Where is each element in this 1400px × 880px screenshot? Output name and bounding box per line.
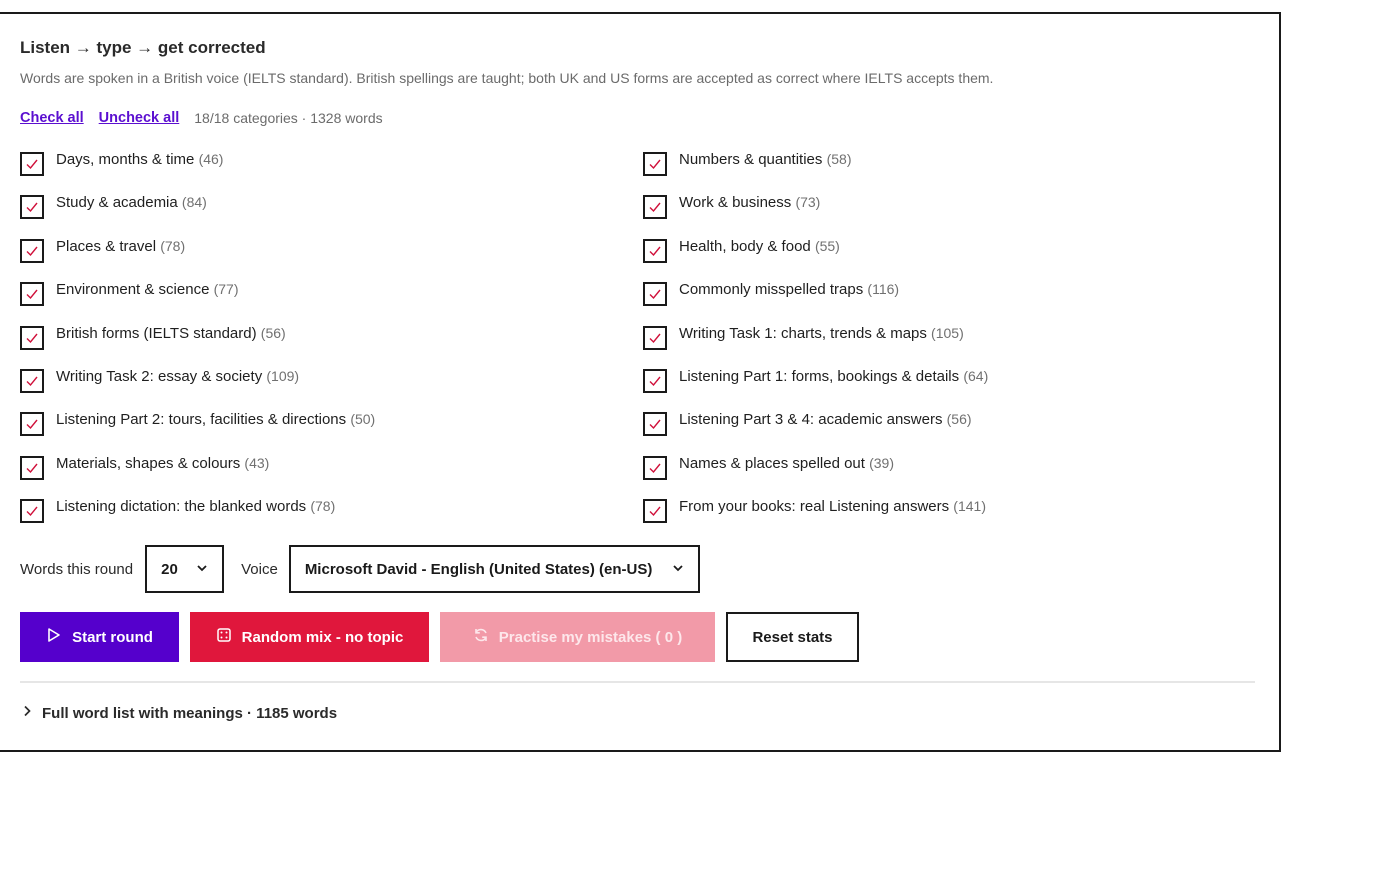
category-checkbox[interactable] xyxy=(643,499,667,523)
selection-summary: 18/18 categories · 1328 words xyxy=(194,110,383,126)
category-item[interactable] xyxy=(20,237,643,280)
chevron-down-icon xyxy=(196,561,208,578)
category-count: (84) xyxy=(181,194,207,211)
category-count: (73) xyxy=(795,194,821,211)
check-icon xyxy=(648,287,662,301)
category-checkbox[interactable] xyxy=(643,282,667,306)
practice-panel xyxy=(0,12,1281,752)
practise-mistakes-label: Practise my mistakes ( 0 ) xyxy=(498,628,683,646)
words-count-value: 20 xyxy=(161,560,178,578)
category-checkbox[interactable] xyxy=(20,239,44,263)
category-label xyxy=(679,194,820,211)
category-count: (43) xyxy=(244,454,270,471)
category-item[interactable] xyxy=(643,454,1260,497)
words-count-select[interactable] xyxy=(145,545,224,593)
category-item[interactable] xyxy=(643,497,1260,540)
category-checkbox[interactable] xyxy=(643,412,667,436)
selection-links xyxy=(20,110,383,126)
category-count: (78) xyxy=(160,237,186,254)
random-mix-button[interactable] xyxy=(190,612,429,662)
check-icon xyxy=(25,157,39,171)
category-name: Writing Task 2: essay & society xyxy=(56,367,263,385)
category-label xyxy=(679,281,899,298)
category-count: (78) xyxy=(310,498,336,515)
check-icon xyxy=(648,504,662,518)
category-checkbox[interactable] xyxy=(20,282,44,306)
category-checkbox[interactable] xyxy=(20,456,44,480)
category-count: (46) xyxy=(198,151,224,167)
category-label xyxy=(56,238,185,255)
category-checkbox[interactable] xyxy=(20,369,44,393)
check-icon xyxy=(25,331,39,345)
category-name: Study & academia xyxy=(56,194,178,212)
category-checkbox[interactable] xyxy=(20,499,44,523)
category-name: Commonly misspelled traps xyxy=(679,281,864,299)
check-icon xyxy=(648,200,662,214)
check-icon xyxy=(648,461,662,475)
reset-stats-button[interactable]: Reset stats xyxy=(726,612,859,662)
category-item[interactable] xyxy=(643,280,1260,323)
category-item[interactable] xyxy=(20,410,643,453)
check-icon xyxy=(25,374,39,388)
category-item[interactable] xyxy=(643,150,1260,193)
category-label xyxy=(56,368,299,385)
check-icon xyxy=(648,244,662,258)
category-count: (39) xyxy=(869,454,895,471)
check-icon xyxy=(25,461,39,475)
divider xyxy=(20,681,1255,683)
check-icon xyxy=(648,157,662,171)
category-name: Listening Part 3 & 4: academic answers xyxy=(679,411,943,429)
category-item[interactable] xyxy=(20,324,643,367)
category-label xyxy=(679,368,988,385)
chevron-right-icon xyxy=(20,704,34,722)
check-all-link[interactable]: Check all xyxy=(20,110,84,126)
category-name: Environment & science xyxy=(56,281,210,299)
category-checkbox[interactable] xyxy=(20,152,44,176)
category-name: Days, months & time xyxy=(56,151,195,168)
word-list-label: Full word list with meanings · 1185 words xyxy=(42,704,338,722)
check-icon xyxy=(25,200,39,214)
category-name: Writing Task 1: charts, trends & maps xyxy=(679,324,927,342)
category-label xyxy=(56,194,207,211)
category-item[interactable] xyxy=(20,280,643,323)
chevron-down-icon xyxy=(672,561,684,578)
category-item[interactable] xyxy=(643,367,1260,410)
check-icon xyxy=(25,244,39,258)
category-label xyxy=(679,325,964,342)
category-count: (56) xyxy=(946,411,972,428)
start-round-button[interactable] xyxy=(20,612,179,662)
check-icon xyxy=(25,504,39,518)
category-count: (50) xyxy=(350,411,376,428)
category-checkbox[interactable] xyxy=(643,369,667,393)
dice-icon xyxy=(216,627,232,647)
category-name: Health, body & food xyxy=(679,237,811,255)
category-count: (141) xyxy=(953,498,986,515)
word-list-toggle[interactable] xyxy=(20,704,337,722)
category-item[interactable] xyxy=(20,150,643,193)
category-count: (77) xyxy=(213,281,239,298)
check-icon xyxy=(648,417,662,431)
voice-value: Microsoft David - English (United States) (en-US) xyxy=(304,560,653,578)
voice-label: Voice xyxy=(241,560,278,578)
check-icon xyxy=(648,331,662,345)
category-list xyxy=(20,150,1260,541)
category-count: (64) xyxy=(963,367,989,384)
category-count: (58) xyxy=(826,151,852,167)
category-checkbox[interactable] xyxy=(643,239,667,263)
category-name: Listening Part 1: forms, bookings & details xyxy=(679,367,960,385)
category-count: (55) xyxy=(814,237,840,254)
category-name: Listening dictation: the blanked words xyxy=(56,498,307,516)
panel-subtitle: Words are spoken in a British voice (IELTS standard). British spellings are taught; both UK and US forms are accepted as correct where IELTS accepts them. xyxy=(20,70,994,86)
category-item[interactable] xyxy=(643,410,1260,453)
category-item[interactable] xyxy=(643,193,1260,236)
refresh-icon xyxy=(473,627,489,647)
category-label xyxy=(56,498,335,515)
category-name: Listening Part 2: tours, facilities & directions xyxy=(56,411,347,429)
check-icon xyxy=(25,287,39,301)
category-name: Places & travel xyxy=(56,237,157,255)
category-name: Numbers & quantities xyxy=(679,151,823,168)
category-item[interactable] xyxy=(20,193,643,236)
play-icon xyxy=(46,627,62,647)
category-name: Materials, shapes & colours xyxy=(56,454,241,472)
category-checkbox[interactable] xyxy=(20,412,44,436)
round-controls xyxy=(20,545,700,593)
category-count: (105) xyxy=(931,324,964,341)
category-name: Names & places spelled out xyxy=(679,454,865,472)
action-buttons xyxy=(20,612,859,662)
category-item[interactable] xyxy=(643,237,1260,280)
category-label xyxy=(679,238,840,255)
panel-title: Listen → type → get corrected xyxy=(20,38,266,57)
category-label xyxy=(56,325,286,342)
practise-mistakes-button[interactable] xyxy=(440,612,715,662)
start-round-label: Start round xyxy=(72,628,153,646)
category-checkbox[interactable] xyxy=(20,326,44,350)
category-item[interactable] xyxy=(20,497,643,540)
category-checkbox[interactable] xyxy=(643,326,667,350)
category-label xyxy=(56,455,269,472)
category-count: (56) xyxy=(260,324,286,341)
category-checkbox[interactable] xyxy=(643,195,667,219)
words-this-round-label: Words this round xyxy=(20,560,134,578)
category-item[interactable] xyxy=(20,367,643,410)
category-name: British forms (IELTS standard) xyxy=(56,324,257,342)
category-checkbox[interactable] xyxy=(20,195,44,219)
category-name: From your books: real Listening answers xyxy=(679,498,950,516)
random-mix-label: Random mix - no topic xyxy=(241,628,404,646)
category-label xyxy=(679,151,851,168)
category-checkbox[interactable] xyxy=(643,152,667,176)
check-icon xyxy=(25,417,39,431)
category-label xyxy=(56,411,375,428)
category-label xyxy=(679,455,894,472)
category-count: (116) xyxy=(867,281,900,298)
voice-select[interactable] xyxy=(289,545,700,593)
check-icon xyxy=(648,374,662,388)
category-name: Work & business xyxy=(679,194,792,212)
category-label xyxy=(56,281,238,298)
category-checkbox[interactable] xyxy=(643,456,667,480)
category-label xyxy=(56,151,223,168)
uncheck-all-link[interactable]: Uncheck all xyxy=(98,110,180,126)
category-item[interactable] xyxy=(20,454,643,497)
category-item[interactable] xyxy=(643,324,1260,367)
category-label xyxy=(679,498,986,515)
category-label xyxy=(679,411,972,428)
category-count: (109) xyxy=(266,367,300,384)
